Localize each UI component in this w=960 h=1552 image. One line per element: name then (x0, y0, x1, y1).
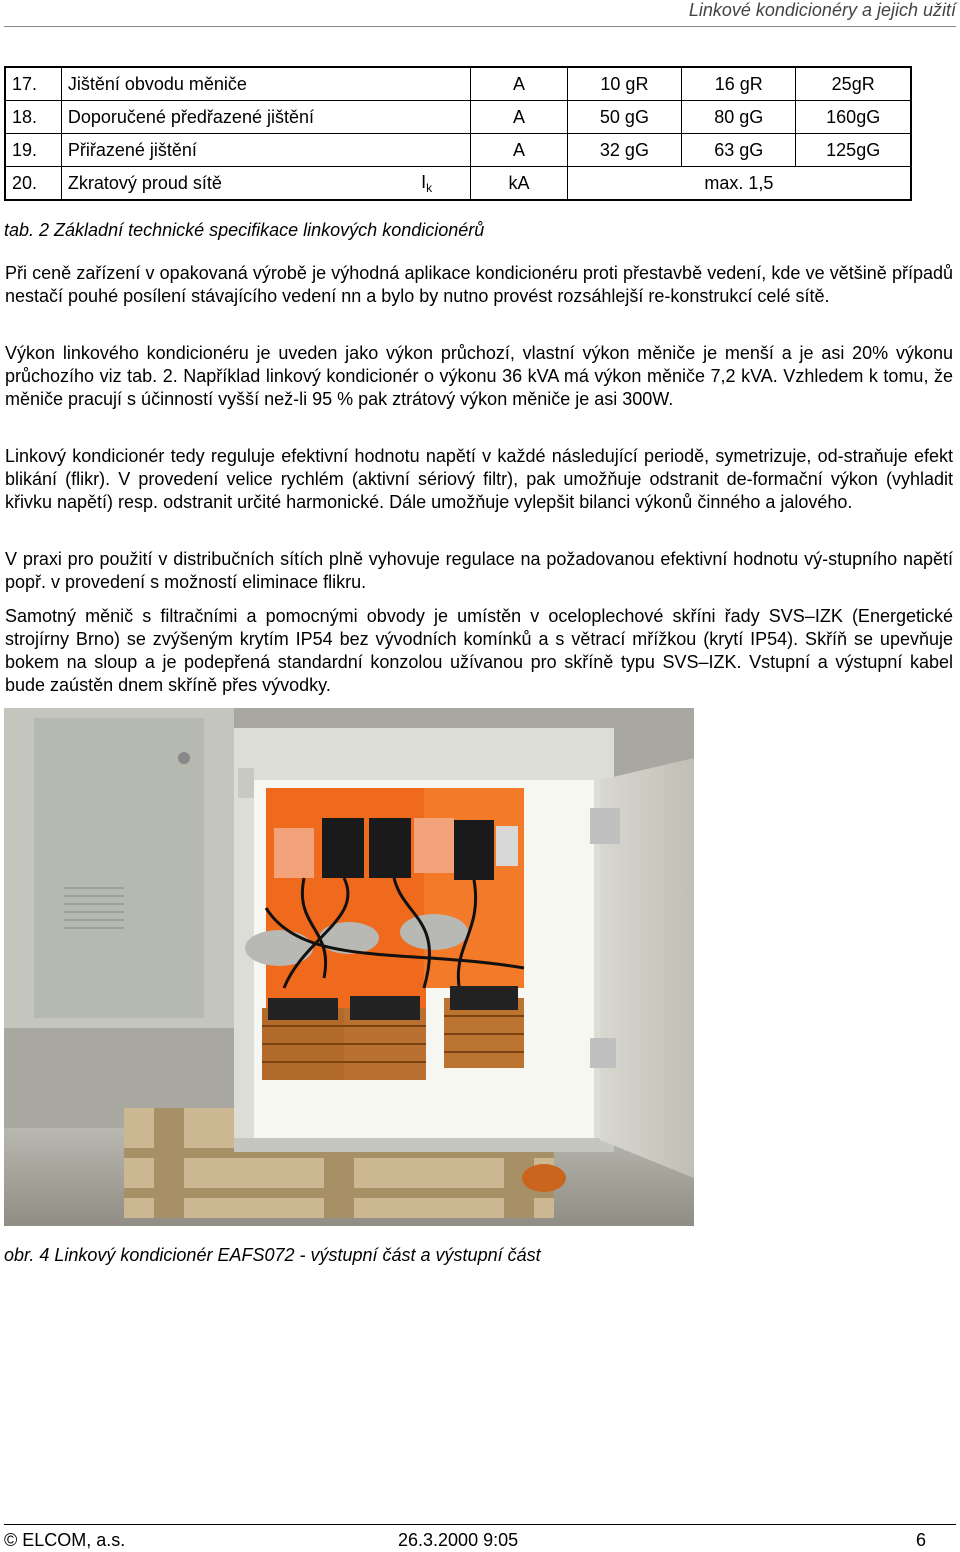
row-value-1: 32 gG (567, 134, 681, 167)
table-row (5, 134, 911, 167)
row-symbol (383, 67, 471, 101)
row-number: 17. (5, 67, 61, 101)
figure-caption: obr. 4 Linkový kondicionér EAFS072 - výstupní část a výstupní část (4, 1245, 541, 1265)
symbol-subscript: k (426, 180, 433, 195)
row-value-2: 16 gR (682, 67, 796, 101)
row-parameter: Doporučené předřazené jištění (61, 101, 383, 134)
row-value-1: 50 gG (567, 101, 681, 134)
row-unit: A (471, 134, 567, 167)
paragraph: Samotný měnič s filtračními a pomocnými obvody je umístěn v oceloplechové skříni řady SVS–IZK (Energetické strojírny Brno) se zvýšeným krytím IP54 bez vývodních komínků a s větrací mřížkou (krytí IP54). Skříň se upevňuje bokem na sloup a je podepřená standardní konzolou užívanou pro skříně typu SVS–IZK. Vstupní a výstupní kabel bude zaústěn dnem skříně přes vývodky. (5, 606, 953, 695)
spec-table (4, 66, 912, 201)
row-value-2: 80 gG (682, 101, 796, 134)
row-symbol (383, 101, 471, 134)
footer-copyright: © ELCOM, a.s. (4, 1530, 126, 1550)
row-symbol (383, 134, 471, 167)
table-row (5, 101, 911, 134)
paragraph: Při ceně zařízení v opakovaná výrobě je výhodná aplikace kondicionéru proti přestavbě vedení, kde ve většině případů nestačí pouhé posílení stávajícího vedení nn a bylo by nutno provést rozsáhlejší re-konstrukcí celé sítě. (5, 263, 953, 306)
row-number: 20. (5, 167, 61, 201)
row-symbol (383, 167, 471, 201)
row-parameter: Jištění obvodu měniče (61, 67, 383, 101)
row-unit: kA (471, 167, 567, 201)
paragraph: Linkový kondicionér tedy reguluje efektivní hodnotu napětí v každé následující periodě, symetrizuje, od-straňuje efekt blikání (flikr). V provedení velice rychlém (aktivní sériový filtr), pak umožňuje odstranit de-formační výkon (vyhladit křivku napětí) resp. odstranit určité harmonické. Dále umožňuje vylepšit bilanci výkonů činného a jalového. (5, 446, 953, 512)
paragraph: V praxi pro použití v distribučních sítích plně vyhovuje regulace na požadovanou efektivní hodnotu vý-stupního napětí popř. v provedení s možností eliminace flikru. (5, 549, 953, 592)
row-unit: A (471, 67, 567, 101)
symbol-main: I (421, 171, 427, 192)
row-number: 19. (5, 134, 61, 167)
row-value-1: 10 gR (567, 67, 681, 101)
row-number: 18. (5, 101, 61, 134)
running-header: Linkové kondicionéry a jejich užití (688, 0, 956, 20)
footer-date: 26.3.2000 9:05 (398, 1530, 519, 1550)
row-unit: A (471, 101, 567, 134)
row-value-3: 25gR (796, 67, 911, 101)
row-value-2: 63 gG (682, 134, 796, 167)
table-caption: tab. 2 Základní technické specifikace linkových kondicionérů (4, 220, 485, 240)
row-parameter: Přiřazené jištění (61, 134, 383, 167)
row-parameter: Zkratový proud sítě (61, 167, 383, 201)
footer-page-number: 6 (916, 1530, 927, 1550)
paragraph: Výkon linkového kondicionéru je uveden jako výkon průchozí, vlastní výkon měniče je menší a je asi 20% výkonu průchozího viz tab. 2. Například linkový kondicionér o výkonu 36 kVA má výkon měniče 7,2 kVA. Vzhledem k tomu, že měniče pracují s účinností vyšší než-li 95 % pak ztrátový výkon měniče je asi 300W. (5, 343, 953, 409)
table-row (5, 67, 911, 101)
row-value-3: 160gG (796, 101, 911, 134)
footer-rule (4, 1524, 956, 1525)
header-rule (4, 26, 956, 27)
table-row (5, 167, 911, 201)
row-value-3: 125gG (796, 134, 911, 167)
row-value-merged: max. 1,5 (567, 167, 911, 201)
conditioner-cabinet-photo (4, 708, 694, 1226)
